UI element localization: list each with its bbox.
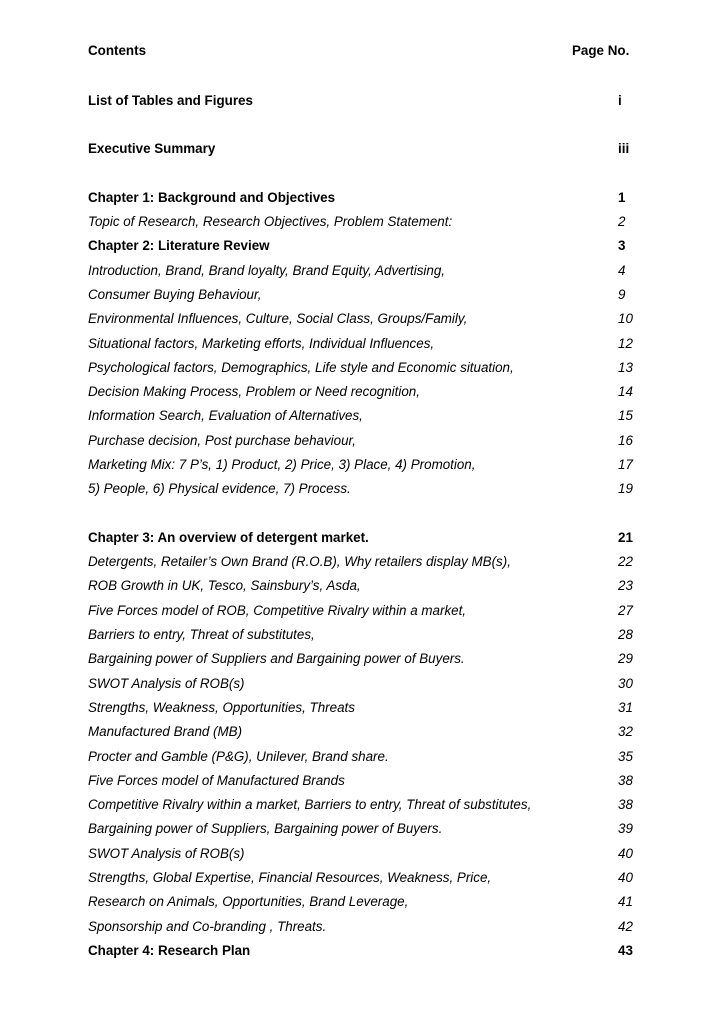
toc-entry-page: 10 bbox=[618, 311, 633, 326]
toc-entry-text: ROB Growth in UK, Tesco, Sainsbury’s, Asda, bbox=[88, 578, 361, 593]
toc-entry bbox=[88, 722, 636, 742]
toc-entry-text: Introduction, Brand, Brand loyalty, Brand Equity, Advertising, bbox=[88, 263, 446, 278]
toc-entry-text: Environmental Influences, Culture, Social Class, Groups/Family, bbox=[88, 311, 468, 326]
toc-entry bbox=[88, 236, 636, 256]
toc-entry bbox=[88, 261, 636, 281]
toc-entry bbox=[88, 406, 636, 426]
toc-entry-text: Executive Summary bbox=[88, 141, 216, 156]
toc-entry-page: 21 bbox=[618, 530, 633, 545]
toc-entry bbox=[88, 819, 636, 839]
toc-entry-text: Bargaining power of Suppliers, Bargaining power of Buyers. bbox=[88, 821, 443, 836]
toc-entry-page: iii bbox=[618, 141, 630, 156]
toc-entry bbox=[88, 188, 636, 208]
toc-entry bbox=[88, 309, 636, 329]
toc-entry-page: 27 bbox=[618, 603, 633, 618]
toc-entry-text: SWOT Analysis of ROB(s) bbox=[88, 676, 245, 691]
toc-entry-page: 40 bbox=[618, 870, 633, 885]
toc-entry bbox=[88, 576, 636, 596]
toc-entry bbox=[88, 91, 636, 111]
toc-entry-page: 29 bbox=[618, 651, 633, 666]
toc-entry-text: 5) People, 6) Physical evidence, 7) Process. bbox=[88, 481, 351, 496]
toc-entry-page: 16 bbox=[618, 433, 633, 448]
toc-entry-text: Chapter 4: Research Plan bbox=[88, 943, 251, 958]
toc-entry-text: Detergents, Retailer’s Own Brand (R.O.B), Why retailers display MB(s), bbox=[88, 554, 511, 569]
toc-entry-text: Research on Animals, Opportunities, Brand Leverage, bbox=[88, 894, 409, 909]
toc-entry-text: Five Forces model of Manufactured Brands bbox=[88, 773, 345, 788]
toc-entry-text: Chapter 1: Background and Objectives bbox=[88, 190, 336, 205]
toc-entry-page: 17 bbox=[618, 457, 633, 472]
toc-entry bbox=[88, 479, 636, 499]
toc-entry bbox=[88, 455, 636, 475]
toc-entry bbox=[88, 552, 636, 572]
toc-entry bbox=[88, 892, 636, 912]
toc-entry-page: 41 bbox=[618, 894, 633, 909]
toc-entry-text: Sponsorship and Co-branding , Threats. bbox=[88, 919, 327, 934]
toc-entry bbox=[88, 917, 636, 937]
toc-entry-page: 38 bbox=[618, 773, 633, 788]
toc-entry-page: 32 bbox=[618, 724, 633, 739]
toc-entry-page: 2 bbox=[618, 214, 626, 229]
toc-entry-page: 22 bbox=[618, 554, 633, 569]
toc-entry bbox=[88, 382, 636, 402]
toc-entry-page: 19 bbox=[618, 481, 633, 496]
toc-entry-page: 40 bbox=[618, 846, 633, 861]
toc-entry bbox=[88, 649, 636, 669]
toc-entry-text: Consumer Buying Behaviour, bbox=[88, 287, 262, 302]
toc-entry-page: 14 bbox=[618, 384, 633, 399]
toc-entry-text: Decision Making Process, Problem or Need recognition, bbox=[88, 384, 420, 399]
toc-entry-text: Topic of Research, Research Objectives, Problem Statement: bbox=[88, 214, 453, 229]
toc-entry bbox=[88, 771, 636, 791]
toc-entry-text: Psychological factors, Demographics, Life style and Economic situation, bbox=[88, 360, 514, 375]
toc-entry-page: 3 bbox=[618, 238, 626, 253]
toc-entry-page: 38 bbox=[618, 797, 633, 812]
toc-entry-text: Bargaining power of Suppliers and Bargaining power of Buyers. bbox=[88, 651, 465, 666]
toc-entry-text: Strengths, Weakness, Opportunities, Threats bbox=[88, 700, 355, 715]
toc-entry-page: i bbox=[618, 93, 622, 108]
toc-entry-text: Marketing Mix: 7 P’s, 1) Product, 2) Price, 3) Place, 4) Promotion, bbox=[88, 457, 476, 472]
toc-entry-page: 39 bbox=[618, 821, 633, 836]
toc-entry-text: Chapter 2: Literature Review bbox=[88, 238, 270, 253]
toc-entry bbox=[88, 212, 636, 232]
toc-entry-page: 23 bbox=[618, 578, 633, 593]
toc-entry-page: 30 bbox=[618, 676, 633, 691]
toc-entry-page: 1 bbox=[618, 190, 626, 205]
toc-entry-text: Chapter 3: An overview of detergent market. bbox=[88, 530, 369, 545]
toc-entry bbox=[88, 625, 636, 645]
toc-entry bbox=[88, 868, 636, 888]
toc-entry bbox=[88, 941, 636, 961]
toc-entry-text: Barriers to entry, Threat of substitutes, bbox=[88, 627, 315, 642]
toc-entry-page: 35 bbox=[618, 749, 633, 764]
toc-entry-text: SWOT Analysis of ROB(s) bbox=[88, 846, 245, 861]
toc-entry bbox=[88, 674, 636, 694]
toc-entry-text: Situational factors, Marketing efforts, Individual Influences, bbox=[88, 336, 435, 351]
toc-entry-text: Manufactured Brand (MB) bbox=[88, 724, 243, 739]
toc-entry-page: 42 bbox=[618, 919, 633, 934]
toc-entry bbox=[88, 334, 636, 354]
toc-entry bbox=[88, 431, 636, 451]
toc-entry bbox=[88, 358, 636, 378]
toc-entry bbox=[88, 139, 636, 159]
toc-header bbox=[88, 41, 636, 61]
toc-entry-page: 31 bbox=[618, 700, 633, 715]
toc-entry-page: 13 bbox=[618, 360, 633, 375]
toc-entry-text: Competitive Rivalry within a market, Barriers to entry, Threat of substitutes, bbox=[88, 797, 532, 812]
toc-entry bbox=[88, 747, 636, 767]
contents-heading: Contents bbox=[88, 43, 147, 58]
toc-entry-text: Procter and Gamble (P&G), Unilever, Brand share. bbox=[88, 749, 389, 764]
toc-entry bbox=[88, 698, 636, 718]
toc-entry bbox=[88, 844, 636, 864]
toc-entry bbox=[88, 601, 636, 621]
toc-entry-page: 4 bbox=[618, 263, 626, 278]
toc-entry-text: Information Search, Evaluation of Alternatives, bbox=[88, 408, 363, 423]
toc-entry-page: 9 bbox=[618, 287, 626, 302]
toc-entry-text: Five Forces model of ROB, Competitive Rivalry within a market, bbox=[88, 603, 467, 618]
page-no-heading: Page No. bbox=[572, 43, 630, 58]
toc-entry bbox=[88, 795, 636, 815]
toc-entry bbox=[88, 528, 636, 548]
toc-entry-page: 15 bbox=[618, 408, 633, 423]
toc-entry-text: List of Tables and Figures bbox=[88, 93, 253, 108]
toc-entry-page: 43 bbox=[618, 943, 633, 958]
toc-entry bbox=[88, 285, 636, 305]
toc-entry-text: Strengths, Global Expertise, Financial Resources, Weakness, Price, bbox=[88, 870, 492, 885]
toc-entry-page: 28 bbox=[618, 627, 633, 642]
toc-entry-text: Purchase decision, Post purchase behaviour, bbox=[88, 433, 356, 448]
toc-entry-page: 12 bbox=[618, 336, 633, 351]
